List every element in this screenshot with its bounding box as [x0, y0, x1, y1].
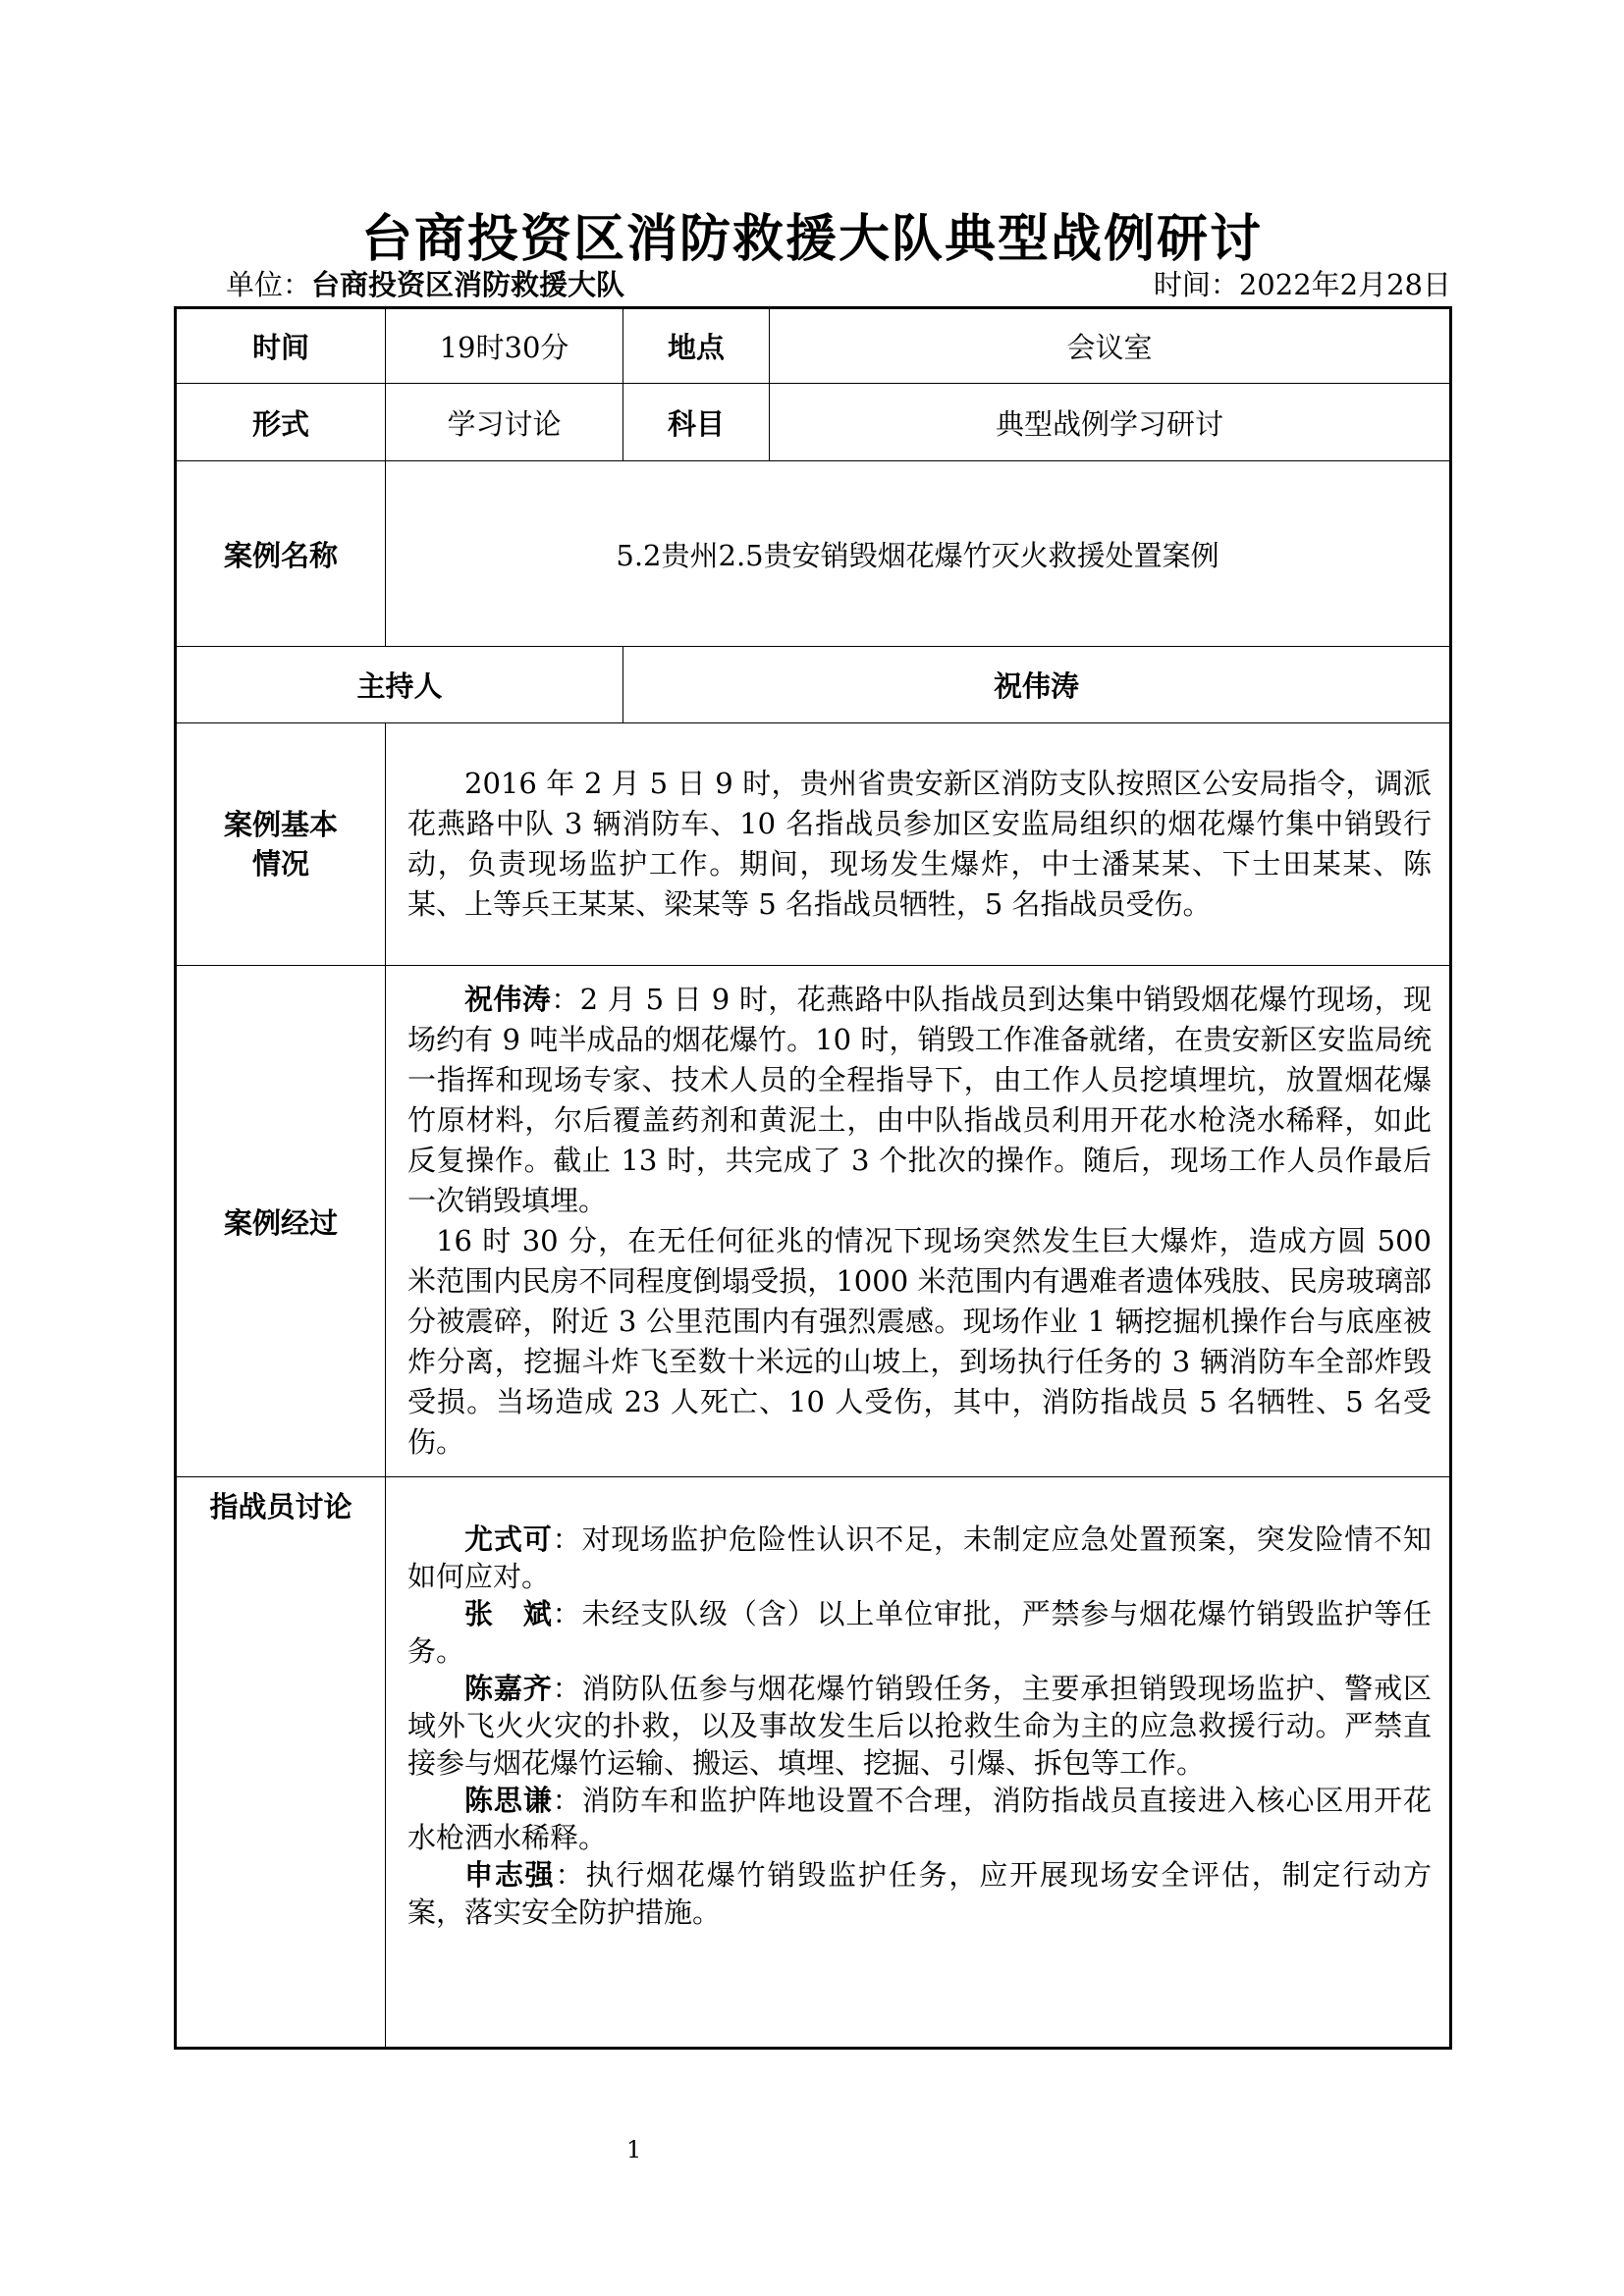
subject-value: 典型战例学习研讨 — [770, 384, 1451, 461]
speaker-comment: ：执行烟花爆竹销毁监护任务，应开展现场安全评估，制定行动方案，落实安全防护措施。 — [407, 1858, 1432, 1929]
case-basics-paragraph: 2016 年 2 月 5 日 9 时，贵州省贵安新区消防支队按照区公安局指令，调派花燕路中队 3 辆消防车、10 名指战员参加区安监局组织的烟花爆竹集中销毁行动，负责现场监护工作。期间，现场发生爆炸，中士潘某某、下士田某某、陈某、上等兵王某某、梁某等 5 名指战员牺牲，5 名指战员受伤。 — [407, 767, 1432, 921]
speaker-name: 陈思谦 — [464, 1784, 553, 1817]
page-number: 1 — [626, 2136, 642, 2163]
case-process-text — [386, 980, 1449, 1463]
row-case-name — [176, 461, 1451, 647]
format-label: 形式 — [176, 384, 386, 461]
case-basics-cell — [386, 723, 1451, 966]
speaker-name: 张 斌 — [464, 1597, 553, 1630]
row-time-location — [176, 308, 1451, 384]
speaker-comment: ：消防车和监护阵地设置不合理，消防指战员直接进入核心区用开花水枪洒水稀释。 — [407, 1784, 1432, 1854]
speaker-name: 陈嘉齐 — [464, 1672, 553, 1705]
case-basics-text — [386, 764, 1449, 925]
case-name-value: 5.2贵州2.5贵安销毁烟花爆竹灭火救援处置案例 — [386, 461, 1451, 647]
document-title: 台商投资区消防救援大队典型战例研讨 — [360, 210, 1263, 269]
case-name-label: 案例名称 — [176, 461, 386, 647]
unit-value: 台商投资区消防救援大队 — [311, 268, 625, 301]
case-process-paragraph-2: 16 时 30 分，在无任何征兆的情况下现场突然发生巨大爆炸，造成方圆 500 米范围内民房不同程度倒塌受损，1000 米范围内有遇难者遗体残肢、民房玻璃部分被震碎，附近 3 公里范围内有强烈震感。现场作业 1 辆挖掘机操作台与底座被炸分离，挖掘斗炸飞至数十米远的山坡上，到场执行任务的 3 辆消防车全部炸毁受损。当场造成 23 人死亡、10 人受伤，其中，消防指战员 5 名牺牲、5 名受伤。 — [407, 1224, 1432, 1459]
discussion-item — [407, 1782, 1432, 1856]
time-label: 时间 — [176, 308, 386, 384]
speaker-name: 申志强 — [464, 1858, 556, 1892]
row-discussion — [176, 1477, 1451, 2049]
host-value: 祝伟涛 — [623, 647, 1451, 723]
row-host — [176, 647, 1451, 723]
discussion-text — [386, 1477, 1449, 1931]
speaker-comment: ：未经支队级（含）以上单位审批，严禁参与烟花爆竹销毁监护等任务。 — [407, 1597, 1432, 1668]
process-text-1: ：2 月 5 日 9 时，花燕路中队指战员到达集中销毁烟花爆竹现场，现场约有 9 吨半成品的烟花爆竹。10 时，销毁工作准备就绪，在贵安新区安监局统一指挥和现场专家、技术人员的全程指导下，由工作人员挖填埋坑，放置烟花爆竹原材料，尔后覆盖药剂和黄泥土，由中队指战员利用开花水枪浇水稀释，如此反复操作。截止 13 时，共完成了 3 个批次的操作。随后，现场工作人员作最后一次销毁填埋。 — [407, 983, 1432, 1217]
case-process-paragraph-1 — [407, 980, 1432, 1221]
discussion-item — [407, 1670, 1432, 1782]
discussion-label: 指战员讨论 — [176, 1477, 386, 2049]
case-process-label: 案例经过 — [176, 966, 386, 1477]
format-value: 学习讨论 — [386, 384, 623, 461]
unit-label: 单位： — [226, 268, 312, 301]
time-value: 19时30分 — [386, 308, 623, 384]
location-label: 地点 — [623, 308, 770, 384]
discussion-item — [407, 1521, 1432, 1595]
discussion-item — [407, 1595, 1432, 1670]
speaker-name: 尤式可 — [464, 1522, 553, 1556]
seminar-form-table — [174, 306, 1452, 2050]
date-value: 2022年2月28日 — [1238, 268, 1451, 301]
case-process-cell — [386, 966, 1451, 1477]
case-basics-label — [176, 723, 386, 966]
date-line — [1154, 267, 1451, 302]
speaker-comment: ：消防队伍参与烟花爆竹销毁任务，主要承担销毁现场监护、警戒区域外飞火火灾的扑救，以及事故发生后以抢救生命为主的应急救援行动。严禁直接参与烟花爆竹运输、搬运、填埋、挖掘、引爆、拆包等工作。 — [407, 1672, 1432, 1780]
unit-line — [226, 267, 624, 302]
process-speaker: 祝伟涛 — [464, 983, 552, 1016]
host-label: 主持人 — [176, 647, 623, 723]
location-value: 会议室 — [770, 308, 1451, 384]
discussion-item — [407, 1856, 1432, 1931]
date-label: 时间： — [1153, 268, 1239, 301]
subject-label: 科目 — [623, 384, 770, 461]
discussion-cell — [386, 1477, 1451, 2049]
row-format-subject — [176, 384, 1451, 461]
row-case-process — [176, 966, 1451, 1477]
case-basics-label-text: 案例基本情况 — [223, 808, 338, 881]
speaker-comment: ：对现场监护危险性认识不足，未制定应急处置预案，突发险情不知如何应对。 — [407, 1522, 1432, 1593]
row-case-basics — [176, 723, 1451, 966]
